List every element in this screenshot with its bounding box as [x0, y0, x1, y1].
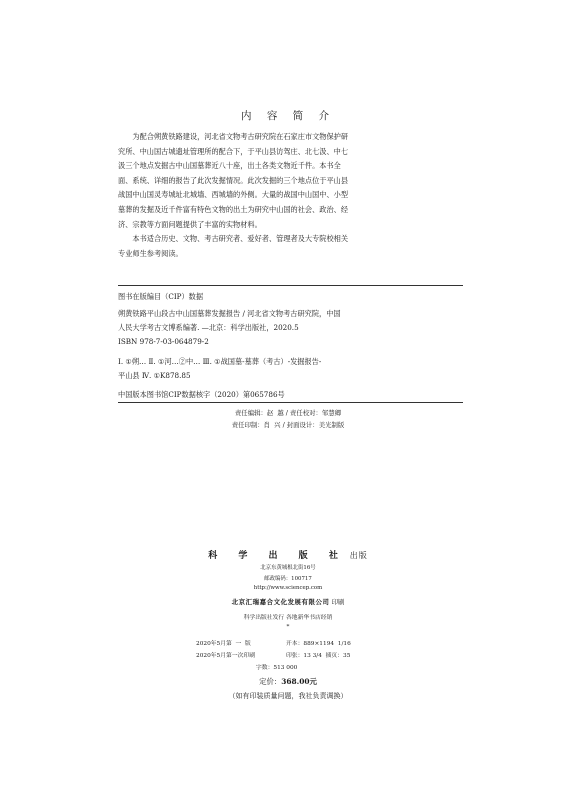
publisher-url: http://www.sciencep.com: [253, 585, 323, 591]
cip-line: 平山县 Ⅳ. ①K878.85: [118, 370, 191, 380]
cip-line: 朔黄铁路平山段古中山国墓葬发掘报告 / 河北省文物考古研究院，中国: [118, 309, 341, 318]
publisher-suffix: 出版: [349, 551, 368, 560]
summary-line: 战国中山国灵寿城址北城墙、西城墙的外侧。大量的战国中山国中、小型: [118, 190, 349, 200]
summary-paragraph-2: [118, 232, 463, 261]
summary-line: 究所、中山国古城遗址管理所的配合下，于平山县访驾庄、北七汲、中七: [118, 146, 349, 156]
cip-line: Ⅰ. ①朔… Ⅱ. ①河…②中… Ⅲ. ①战国墓-墓葬（考古）-发掘报告-: [118, 356, 322, 366]
price-line: [0, 676, 576, 687]
cip-heading: 图书在版编目（CIP）数据: [118, 292, 204, 301]
cip-bottom-rule: [118, 402, 463, 403]
price-label: 定价：: [259, 677, 282, 686]
distribution-line: 科学出版社发行 各地新华书店经销: [243, 615, 333, 621]
publisher-name: [0, 548, 576, 561]
summary-line: 汲三个地点发掘古中山国墓葬近八十座，出土各类文物近千件。本书全: [118, 161, 341, 171]
printer-suffix: 印刷: [331, 598, 345, 606]
printer-name: 北京汇瑞嘉合文化发展有限公司: [231, 598, 330, 606]
editor-credits: 责任编辑：赵 越 / 责任校对：邹慧卿: [234, 409, 342, 417]
publisher-address: 北京东黄城根北街16号: [260, 565, 316, 571]
production-credits: 责任印制：肖 兴 / 封面设计：美光制版: [231, 421, 345, 429]
publisher-postcode: 邮政编码：100717: [264, 576, 312, 582]
summary-paragraph-1: [118, 130, 463, 232]
separator-star: *: [286, 624, 290, 630]
book-format: 开本：889×1194 1/16: [286, 641, 351, 647]
cip-line: 人民大学考古文博系编著. —北京：科学出版社，2020.5: [118, 323, 299, 333]
summary-line: 济、宗教等方面问题提供了丰富的实物材料。: [118, 219, 262, 229]
print-sheets: 印张：13 3/4 插页：35: [286, 653, 351, 659]
summary-line: 专业师生参考阅读。: [118, 248, 183, 258]
cip-line: 中国版本图书馆CIP数据核字（2020）第065786号: [118, 390, 285, 400]
summary-line: 本书适合历史、文物、考古研究者、爱好者、管理者及大专院校相关: [132, 234, 349, 244]
price-value: 368.00元: [281, 677, 317, 686]
quality-notice: （如有印装质量问题，我社负责调换）: [228, 692, 348, 700]
print-date: 2020年5月第一次印刷: [196, 653, 256, 659]
cip-record: [118, 307, 463, 402]
summary-line: 为配合朔黄铁路建设，河北省文物考古研究院在石家庄市文物保护研: [132, 132, 349, 141]
word-count: 字数：513 000: [256, 665, 298, 671]
publisher-logo-text: 科 学 出 版 社: [208, 551, 347, 561]
cip-line: ISBN 978-7-03-064879-2: [118, 337, 209, 347]
content-summary: [118, 130, 463, 261]
page-title: 内 容 简 介: [240, 110, 335, 122]
summary-line: 墓葬的发掘及近千件富有特色文物的出土为研究中山国的社会、政治、经: [118, 204, 349, 214]
summary-line: 面、系统、详细的报告了此次发掘情况。此次发掘的三个地点位于平山县: [118, 175, 349, 185]
edition-date: 2020年5月第 一 版: [196, 641, 251, 647]
cip-top-rule: [118, 285, 463, 286]
printer-line: [0, 597, 576, 606]
